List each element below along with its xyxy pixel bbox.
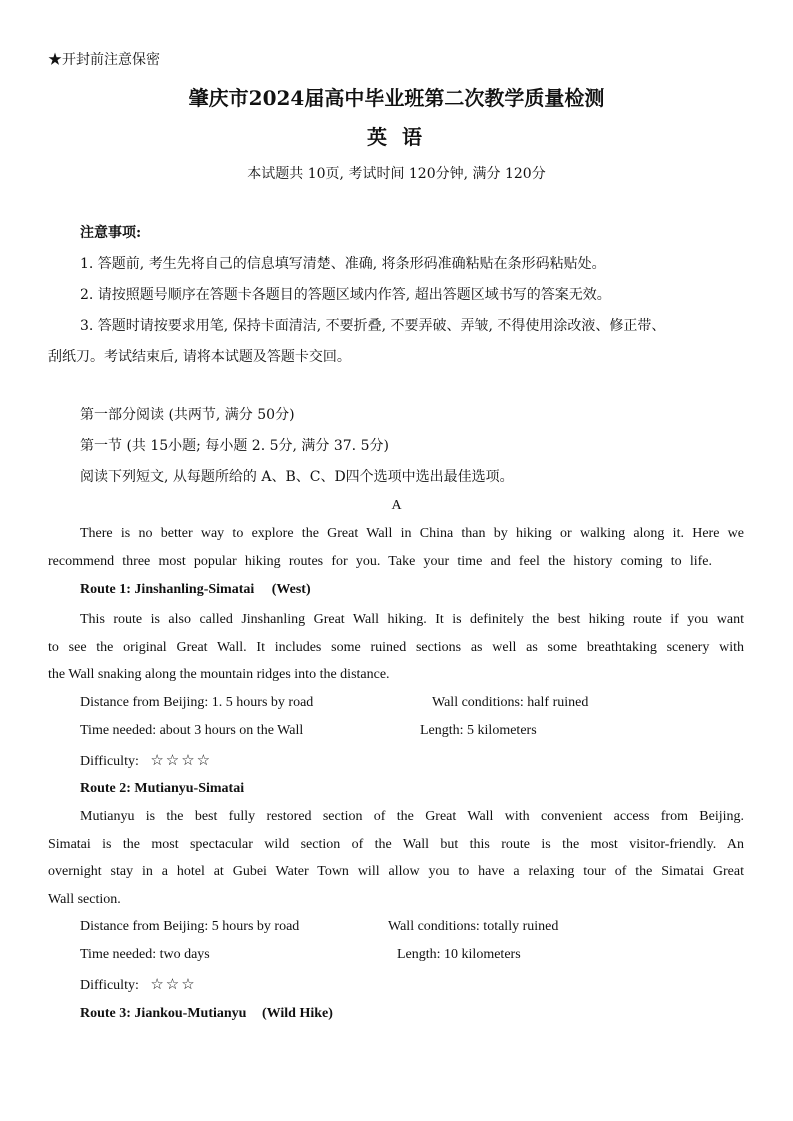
- passage-label: A: [391, 498, 402, 513]
- intro-line-1: There is no better way to explore the Great Wall in China than by hiking or walking along it. Here we: [80, 526, 744, 541]
- route2-length: Length: 10 kilometers: [397, 947, 521, 962]
- route1-difficulty: [80, 751, 212, 770]
- route1-difficulty-label: Difficulty:: [80, 754, 139, 769]
- route2-conditions: Wall conditions: totally ruined: [388, 919, 559, 934]
- note-item-2: 2. 请按照题号顺序在答题卡各题目的答题区域内作答, 超出答题区域书写的答案无效。: [80, 287, 611, 303]
- route2-difficulty: [80, 975, 197, 994]
- route3-tag: (Wild Hike): [261, 1006, 333, 1021]
- route3-title: [80, 1006, 333, 1022]
- section1-heading: 第一节 (共 15小题; 每小题 2. 5分, 满分 37. 5分): [80, 438, 389, 454]
- route1-desc-2: to see the original Great Wall. It includes some ruined sections as well as some breathtaking scenery with: [48, 640, 744, 655]
- route2-desc-4: Wall section.: [48, 892, 121, 907]
- route3-title-text: Route 3: Jiankou-Mutianyu: [80, 1006, 247, 1021]
- part1-heading: 第一部分阅读 (共两节, 满分 50分): [80, 407, 295, 423]
- route1-distance: Distance from Beijing: 1. 5 hours by road: [80, 695, 314, 710]
- note-item-1: 1. 答题前, 考生先将自己的信息填写清楚、准确, 将条形码准确粘贴在条形码粘贴处。: [80, 256, 606, 272]
- route2-title: Route 2: Mutianyu-Simatai: [80, 781, 245, 796]
- route1-difficulty-stars-icon: ☆☆☆☆: [150, 753, 213, 769]
- route1-tag: (West): [271, 582, 311, 597]
- route2-distance: Distance from Beijing: 5 hours by road: [80, 919, 300, 934]
- route2-desc-1: Mutianyu is the best fully restored section of the Great Wall with convenient access from Beijing.: [80, 809, 744, 824]
- exam-title: 肇庆市2024届高中毕业班第二次教学质量检测: [188, 86, 605, 110]
- route1-length: Length: 5 kilometers: [420, 723, 537, 738]
- note-item-3-cont: 刮纸刀。考试结束后, 请将本试题及答题卡交回。: [48, 349, 351, 365]
- route1-desc-3: the Wall snaking along the mountain ridges into the distance.: [48, 667, 390, 682]
- reading-instruction: 阅读下列短文, 从每题所给的 A、B、C、D四个选项中选出最佳选项。: [80, 469, 514, 485]
- route2-desc-3: overnight stay in a hotel at Gubei Water Town will allow you to have a relaxing tour of the Simatai Great: [48, 864, 744, 879]
- subject-title: 英 语: [367, 125, 426, 149]
- route1-title-text: Route 1: Jinshanling-Simatai: [80, 582, 255, 597]
- route1-title: [80, 582, 311, 598]
- exam-info: 本试题共 10页, 考试时间 120分钟, 满分 120分: [247, 166, 546, 182]
- note-item-3: 3. 答题时请按要求用笔, 保持卡面清洁, 不要折叠, 不要弄破、弄皱, 不得使用涂改液、修正带、: [80, 318, 666, 334]
- route1-desc-1: This route is also called Jinshanling Great Wall hiking. It is definitely the best hiking route if you want: [80, 612, 744, 627]
- route2-difficulty-label: Difficulty:: [80, 978, 139, 993]
- route1-conditions: Wall conditions: half ruined: [432, 695, 589, 710]
- confidential-notice: ★开封前注意保密: [48, 52, 160, 68]
- route2-time: Time needed: two days: [80, 947, 210, 962]
- route1-time: Time needed: about 3 hours on the Wall: [80, 723, 304, 738]
- route2-desc-2: Simatai is the most spectacular wild section of the Wall but this route is the most visitor-friendly. An: [48, 837, 744, 852]
- route2-difficulty-stars-icon: ☆☆☆: [150, 977, 197, 993]
- notes-heading: 注意事项:: [80, 225, 142, 241]
- intro-line-2: recommend three most popular hiking routes for you. Take your time and feel the history coming to life.: [48, 554, 712, 569]
